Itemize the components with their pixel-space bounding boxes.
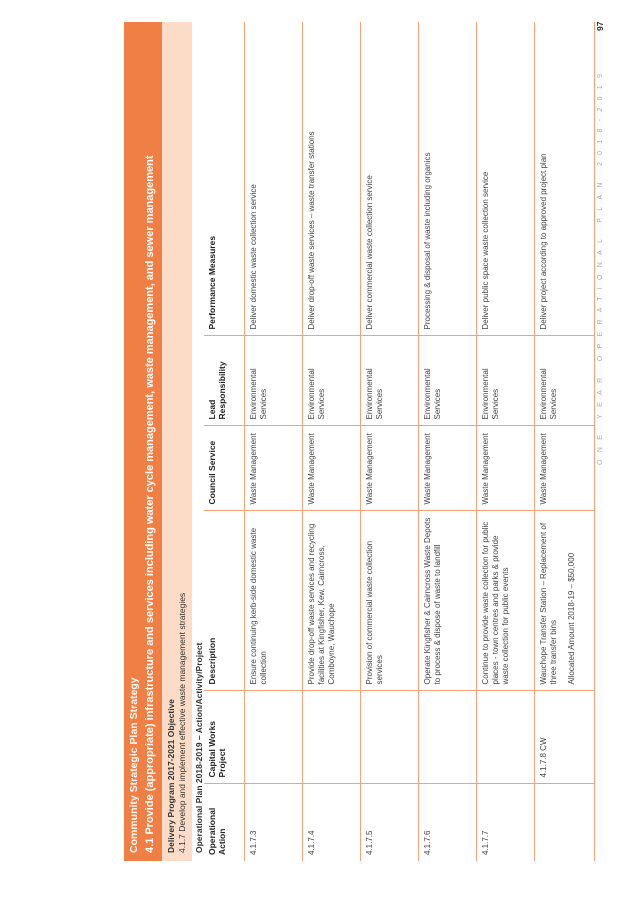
table-row: [535, 22, 595, 861]
service-cell: Waste Management: [419, 426, 477, 511]
service-cell: Waste Management: [245, 426, 303, 511]
delivery-objective: 4.1.7 Develop and implement effective waste management strategies: [177, 592, 187, 853]
description-cell: Ensure continuing kerb-side domestic waste collection: [245, 511, 303, 691]
allocated-amount: Allocated Amount 2018-19 – $50,000: [567, 552, 576, 685]
footer-band-text: ONE YEAR OPERATIONAL PLAN 2018-2019: [597, 66, 604, 465]
strategy-heading: Community Strategic Plan Strategy: [128, 677, 140, 853]
action-cell: 4.1.7.7: [477, 784, 535, 861]
capital-cell: 4.1.7.8 CW: [535, 691, 595, 784]
action-cell: 4.1.7.5: [361, 784, 419, 861]
operational-plan-title: Operational Plan 2018-2019 – Action/Activity/Project: [194, 642, 204, 853]
table-row: [361, 22, 419, 861]
measure-cell: Deliver domestic waste collection service: [245, 22, 303, 336]
operational-plan-table: [204, 22, 595, 861]
measure-cell: Deliver project according to approved project plan: [535, 22, 595, 336]
column-header-service: Council Service: [204, 426, 245, 511]
description-cell: Operate Kingfisher & Cairncross Waste Depots to process & dispose of waste to landfill: [419, 511, 477, 691]
measure-cell: Processing & disposal of waste including organics: [419, 22, 477, 336]
description-cell: [535, 511, 595, 691]
service-cell: Waste Management: [477, 426, 535, 511]
description-cell: Provide drop-off waste services and recycling facilities at Kingfisher, Kew, Cairncross, Comboyne, Wauchope: [303, 511, 361, 691]
table-row: [245, 22, 303, 861]
action-cell: [535, 784, 595, 861]
delivery-heading: Delivery Program 2017-2021 Objective: [166, 698, 176, 853]
strategy-header: [124, 22, 162, 861]
measure-cell: Deliver commercial waste collection service: [361, 22, 419, 336]
capital-cell: [245, 691, 303, 784]
lead-cell: Environmental Services: [419, 336, 477, 426]
action-cell: 4.1.7.6: [419, 784, 477, 861]
table-row: [303, 22, 361, 861]
column-header-description: Description: [204, 511, 245, 691]
column-header-capital: Capital Works Project: [204, 691, 245, 784]
lead-cell: Environmental Services: [477, 336, 535, 426]
table-row: [419, 22, 477, 861]
column-header-lead: Lead Responsibility: [204, 336, 245, 426]
action-cell: 4.1.7.3: [245, 784, 303, 861]
description-text: Wauchope Transfer Station – Replacement of three transfer bins: [539, 522, 558, 685]
service-cell: Waste Management: [303, 426, 361, 511]
description-cell: Continue to provide waste collection for public places - town centres and parks & provide waste collection for public events: [477, 511, 535, 691]
action-cell: 4.1.7.4: [303, 784, 361, 861]
capital-cell: [361, 691, 419, 784]
column-header-measures: Performance Measures: [204, 22, 245, 336]
table-header-row: [204, 22, 245, 861]
delivery-header: [162, 22, 192, 861]
table-row: [477, 22, 535, 861]
service-cell: Waste Management: [361, 426, 419, 511]
measure-cell: Deliver public space waste collection service: [477, 22, 535, 336]
lead-cell: Environmental Services: [303, 336, 361, 426]
page-number: 97: [595, 21, 605, 31]
capital-cell: [303, 691, 361, 784]
strategy-title: 4.1 Provide (appropriate) infrastructure and services including water cycle management, waste management, and sewer management: [144, 155, 156, 853]
description-cell: Provision of commercial waste collection services: [361, 511, 419, 691]
capital-cell: [419, 691, 477, 784]
lead-cell: Environmental Services: [361, 336, 419, 426]
lead-cell: Environmental Services: [245, 336, 303, 426]
column-header-action: Operational Action: [204, 784, 245, 861]
lead-cell: Environmental Services: [535, 336, 595, 426]
measure-cell: Deliver drop-off waste services – waste transfer stations: [303, 22, 361, 336]
service-cell: Waste Management: [535, 426, 595, 511]
capital-cell: [477, 691, 535, 784]
